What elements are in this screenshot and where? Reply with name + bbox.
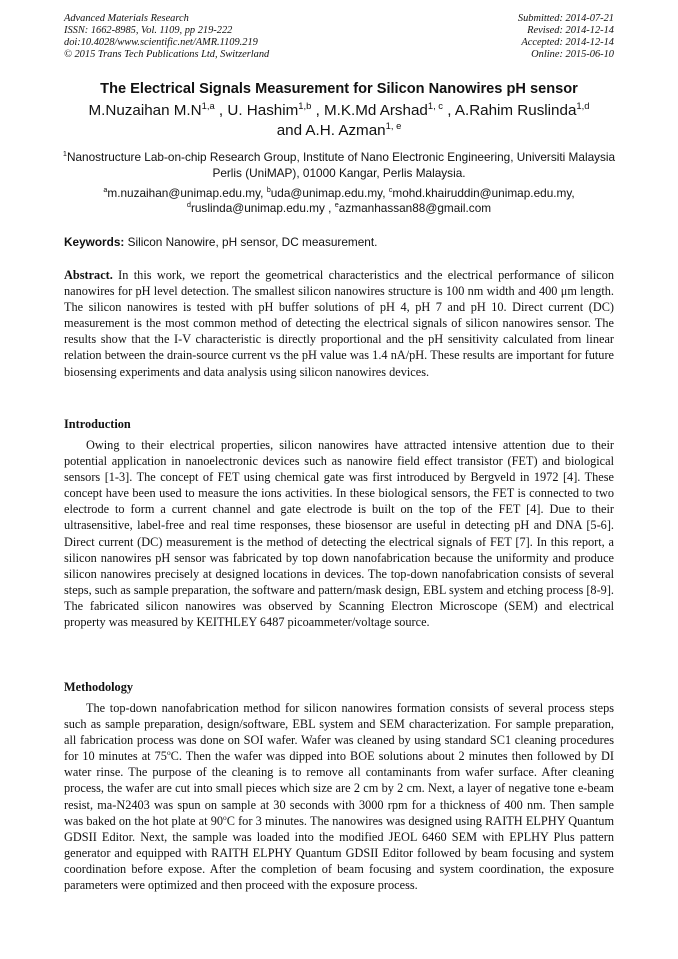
keywords-label: Keywords: — [64, 235, 125, 249]
doi-line: doi:10.4028/www.scientific.net/AMR.1109.219 — [64, 37, 258, 48]
author: U. Hashim$^{1,b}$ , — [227, 99, 325, 119]
email: $^d$ruslinda@unimap.edu.my , — [186, 200, 335, 215]
introduction-paragraph: Owing to their electrical properties, silicon nanowires have attracted intensive attention due to their potential application in nanoelectronic devices such as nanowire field effect transistor (FET) and biological sensors [1-3]. The concept of FET using chemical gate was first introduced by Bergveld in 1972 [4]. These concept have been used to measure the ions activities. In these biological sensors, the FET is connected to two electrode to form a current channel and gate electrode is built on the top of the FET [4]. Due to their ultrasensitive, label-free and real time responses, these biosensor are useful in detecting pH and DNA [5-6]. Direct current (DC) measurement is the method of detecting the electrical signals of FET [7]. In this report, a silicon nanowires pH sensor was fabricated by top down nanofabrication because the uniformity and produce silicon nanowires precisely at designed locations in devices. The top-down nanofabrication consists of several steps, such as sample preparation, the software and pattern/mask design, EBL system and etching process [8-9]. The fabricated silicon nanowires was observed by Scanning Electron Microscope (SEM) and electrical property was measured by KEITHLEY 6487 picoammeter/voltage source. — [64, 438, 614, 630]
abstract-text: In this work, we report the geometrical characteristics and the electrical performance of silicon nanowires for pH level detection. The smallest silicon nanowires structure is 100 nm width and 400 μm length. The silicon nanowires is tested with pH buffer solutions of pH 4, pH 7 and pH 10. Direct current (DC) measurement is the most common method of detecting the electrical signals of silicon nanowires sensor. The results show that the I-V characteristic is directly proportional and the pH sensitivity calculated from linear relation between the drain-source current vs the pH value was 1.4 nA/pH. These results are important for future biosensing experiments and data analysis using silicon nanowires devices. — [64, 268, 614, 379]
section-heading-methodology: Methodology — [64, 680, 133, 694]
accepted-date: Accepted: 2014-12-14 — [521, 37, 614, 48]
keywords-text: Silicon Nanowire, pH sensor, DC measurement. — [124, 235, 378, 249]
abstract — [64, 267, 614, 380]
paper-title: The Electrical Signals Measurement for Silicon Nanowires pH sensor — [100, 81, 578, 97]
author: and A.H. Azman$^{1, e}$ — [276, 119, 402, 139]
email: $^b$uda@unimap.edu.my, — [266, 185, 389, 200]
header-left — [64, 13, 269, 61]
author: M.K.Md Arshad$^{1, c}$ , — [324, 99, 455, 119]
revised-date: Revised: 2014-12-14 — [527, 25, 614, 36]
issn-line: ISSN: 1662-8985, Vol. 1109, pp 219-222 — [64, 25, 233, 36]
email-list — [60, 186, 618, 216]
keywords — [64, 235, 614, 250]
email: $^a$m.nuzaihan@unimap.edu.my, — [103, 185, 267, 200]
author: A.Rahim Ruslinda$^{1,d}$ — [454, 99, 590, 119]
abstract-label: Abstract. — [64, 268, 113, 282]
email: $^e$azmanhassan88@gmail.com — [334, 200, 492, 215]
copyright-line: © 2015 Trans Tech Publications Ltd, Switzerland — [64, 49, 270, 60]
author-list — [40, 101, 638, 141]
online-date: Online: 2015-06-10 — [531, 49, 614, 60]
journal-name: Advanced Materials Research — [64, 13, 189, 24]
section-heading-introduction: Introduction — [64, 417, 131, 431]
author: M.Nuzaihan $M.N^{1,a}$ , — [88, 99, 228, 119]
header-right — [518, 13, 614, 61]
submitted-date: Submitted: 2014-07-21 — [517, 13, 614, 24]
affiliation: $^1$Nanostructure Lab-on-chip Research Group, Institute of Nano Electronic Engineering, Universiti Malaysia Perlis (UniMAP), 01000 Kangar, Perlis Malaysia. — [62, 149, 616, 180]
email: $^c$mohd.khairuddin@unimap.edu.my, — [388, 185, 575, 200]
methodology-paragraph: The top-down nanofabrication method for silicon nanowires formation consists of several process steps such as sample preparation, design/software, EBL system and SEM characterization. For sample preparation, all fabrication process was done on SOI wafer. Wafer was cleaned by using standard SC1 cleaning procedures for 10 minutes at 75$^o$C. Then the wafer was dipped into BOE solutions about 2 minutes then followed by DI water rinse. The purpose of the cleaning is to remove all contaminants from wafer surface. After cleaning process, the wafer are cut into small pieces which size are 2 cm by 2 cm. Next, a layer of negative tone e-beam resist, ma-N2403 was spun on sample at 30 seconds with 3000 rpm for a thickness of 400 nm. Then sample was baked on the hot plate at 90$^o$C for 3 minutes. The nanowires was designed using RAITH ELPHY Quantum GDSII Editor. Next, the sample was loaded into the modified JEOL 6460 SEM with EPLHY Plus pattern generator and equipped with RAITH ELPHY Quantum GDSII Editor followed by beam focusing and system coordination before expose. After the completion of beam focusing and system coordination, the exposure parameters were optimized and then proceed with the exposure process. — [64, 701, 615, 893]
